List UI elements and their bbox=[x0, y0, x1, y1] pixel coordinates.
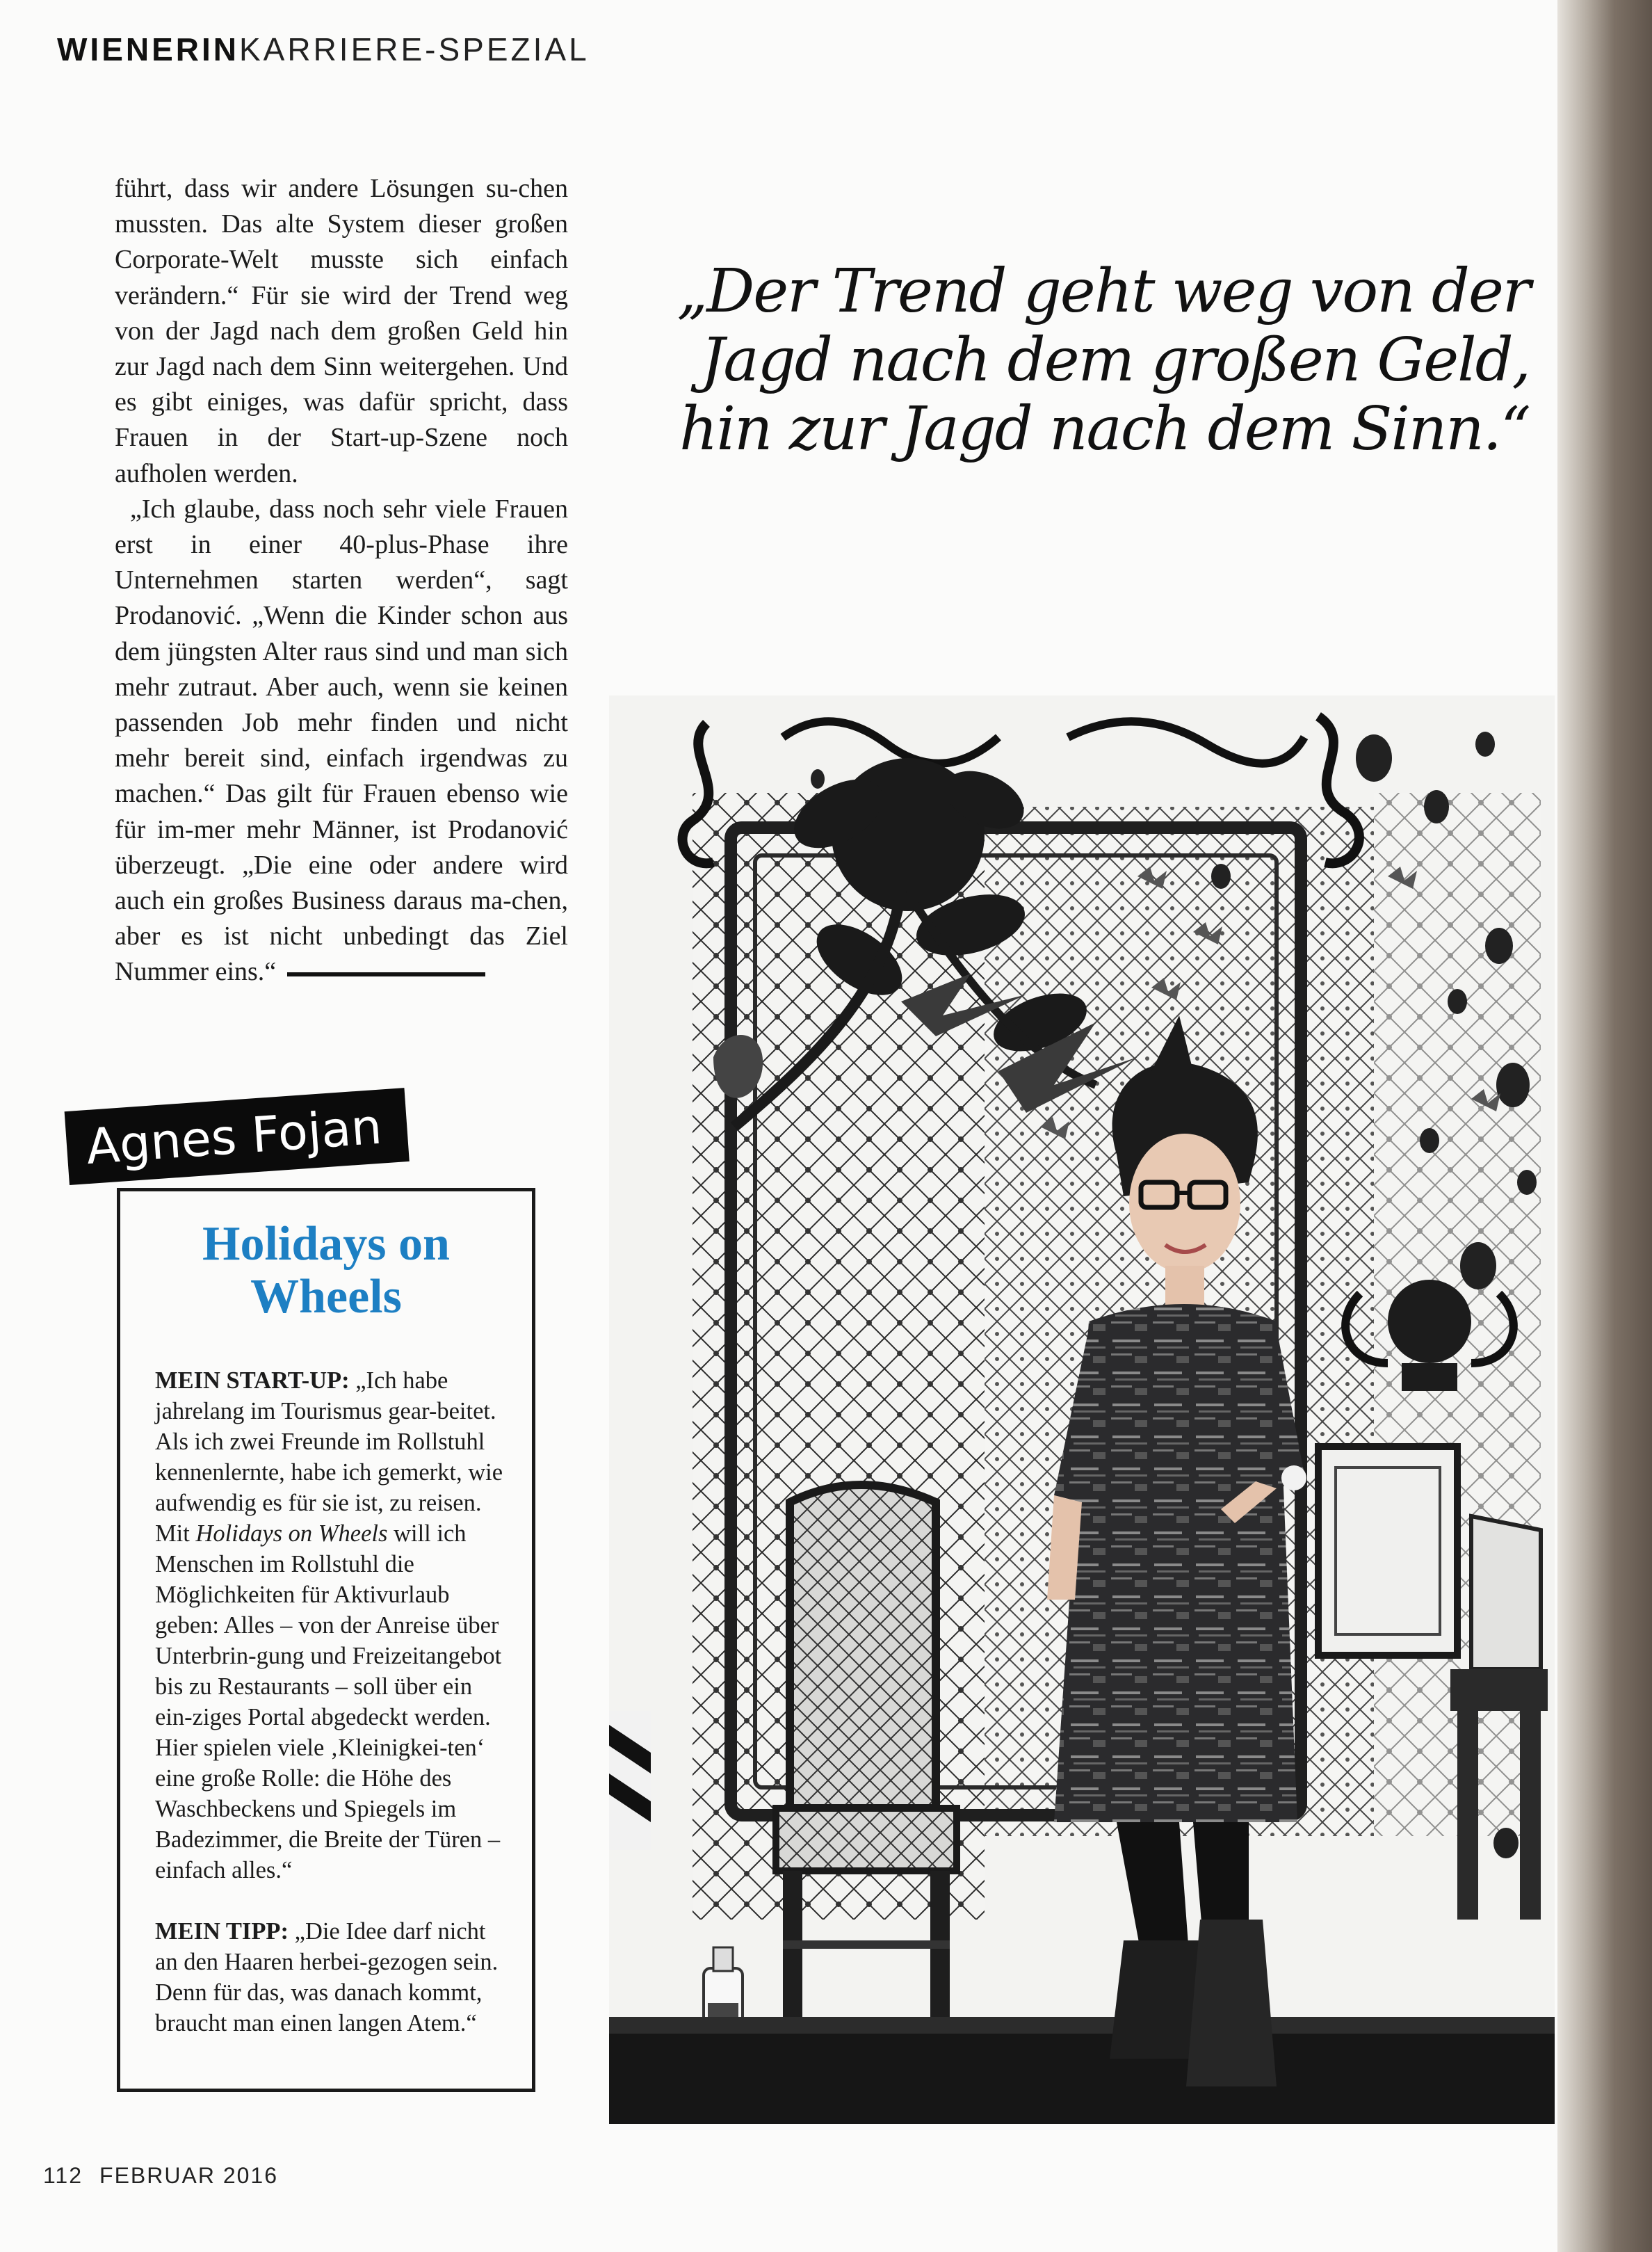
startup-title-line-1: Holidays on bbox=[202, 1217, 450, 1271]
startup-title-line-2: Wheels bbox=[250, 1270, 402, 1324]
article-body bbox=[115, 171, 568, 990]
article-paragraph-2 bbox=[115, 492, 568, 990]
pull-quote-line-2: Jagd nach dem großen Geld, bbox=[700, 325, 1530, 395]
startup-text-2: will ich Menschen im Rollstuhl die Möglichkeiten für Aktivurlaub geben: Alles – von der Anreise über Unterbrin-gung und Freizeitangebot bis zu Restaurants – soll über ein ein-ziges Portal abgedeckt werden. Hier spielen viele ‚Kleinigkei-ten‘ eine große Rolle: die Höhe des Waschbeckens und Spiegels im Badezimmer, die Breite der Türen – einfach alles.“ bbox=[155, 1520, 502, 1883]
tip-text: „Die Idee darf nicht an den Haaren herbei-gezogen sein. Denn für das, was danach kommt, braucht man einen langen Atem.“ bbox=[155, 1918, 499, 2036]
issue-date: FEBRUAR 2016 bbox=[99, 2163, 278, 2188]
profile-box bbox=[117, 1188, 535, 2092]
section-name: KARRIERE-SPEZIAL bbox=[239, 31, 590, 67]
startup-block bbox=[155, 1365, 510, 1885]
end-of-article-rule bbox=[287, 972, 485, 976]
show-through-text bbox=[890, 77, 1585, 202]
pull-quote bbox=[633, 257, 1530, 464]
profile-name-tag: Agnes Fojan bbox=[65, 1088, 410, 1185]
tip-label: MEIN TIPP: bbox=[155, 1918, 289, 1945]
article-paragraph-2-text: „Ich glaube, dass noch sehr viele Frauen erst in einer 40-plus-Phase ihre Unternehmen starten werden“, sagt Prodanović. „Wenn die Kinder schon aus dem jüngsten Alter raus sind und man sich mehr zutraut. Aber auch, wenn sie keinen passenden Job mehr finden und nicht mehr bereit sind, einfach irgendwas zu machen.“ Das gilt für Frauen ebenso wie für im-mer mehr Männer, ist Prodanović überzeugt. „Die eine oder andere wird auch ein großes Business daraus ma-chen, aber es ist nicht unbedingt das Ziel Nummer eins.“ bbox=[115, 494, 568, 987]
page-number: 112 bbox=[43, 2163, 83, 2188]
startup-name-italic: Holidays on Wheels bbox=[195, 1520, 388, 1547]
startup-label: MEIN START-UP: bbox=[155, 1367, 350, 1394]
portrait-photo bbox=[609, 695, 1555, 2124]
article-paragraph-1: führt, dass wir andere Lösungen su-chen mussten. Das alte System dieser großen Corporate-Welt musste sich einfach verändern.“ Für sie wird der Trend weg von der Jagd nach dem großen Geld hin zur Jagd nach dem Sinn weitergehen. Und es gibt einiges, was dafür spricht, dass Frauen in der Start-up-Szene noch aufholen werden. bbox=[115, 174, 568, 488]
tip-block bbox=[155, 1916, 510, 2038]
pull-quote-line-3: hin zur Jagd nach dem Sinn.“ bbox=[679, 394, 1530, 464]
profile-text bbox=[155, 1365, 510, 2038]
startup-text-1: „Ich habe jahrelang im Tourismus gear-beitet. Als ich zwei Freunde im Rollstuhl kennenlernte, habe ich gemerkt, wie aufwendig es für sie ist, zu reisen. Mit bbox=[155, 1367, 503, 1547]
magazine-brand: WIENERIN bbox=[57, 31, 239, 67]
startup-title bbox=[120, 1218, 532, 1324]
page-footer bbox=[43, 2163, 278, 2189]
page-gutter-shadow bbox=[1557, 0, 1652, 2252]
pull-quote-line-1: „Der Trend geht weg von der bbox=[677, 257, 1530, 326]
section-header bbox=[57, 31, 590, 68]
